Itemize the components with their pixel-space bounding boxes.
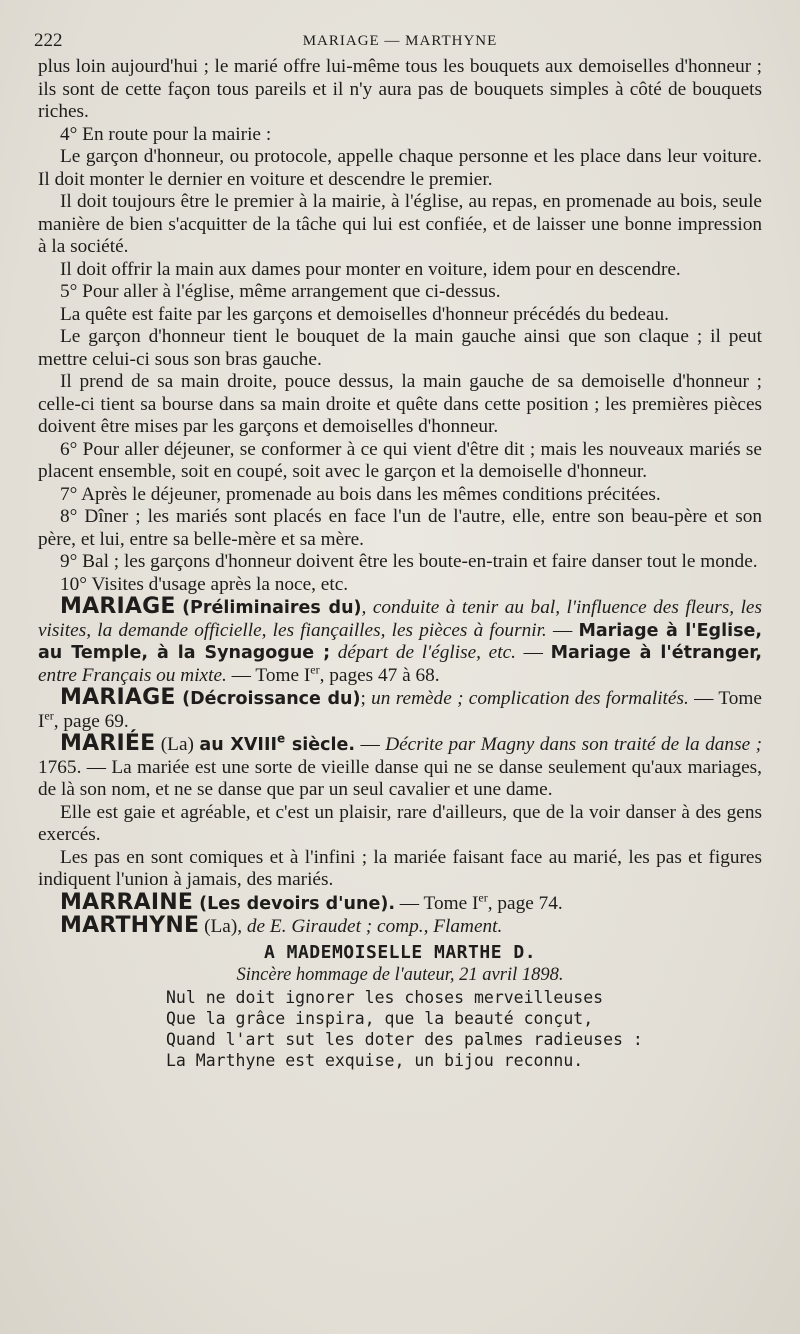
superscript: er: [310, 662, 320, 677]
entry-headword: MARIAGE: [60, 594, 176, 619]
entry-reference-tail: , page 69.: [53, 710, 129, 732]
superscript: er: [478, 890, 488, 905]
separator: —: [546, 619, 579, 641]
superscript: er: [44, 708, 54, 723]
poem: [38, 987, 762, 1071]
paragraph: Il prend de sa main droite, pouce dessus, la main gauche de sa demoiselle d'honneur ; celle-ci tient sa bourse dans sa main droite et quête dans cette position ; les premières pièces doivent être mises par les garçons et demoiselles d'honneur.: [38, 371, 762, 437]
dictionary-entry: [38, 687, 762, 733]
separator: —: [355, 734, 386, 755]
page-number: 222: [34, 30, 63, 51]
entry-reference: — Tome I: [394, 892, 479, 914]
entry-description: un remède ; complication des formalités.: [371, 688, 689, 709]
paragraph: Le garçon d'honneur tient le bouquet de la main gauche ainsi que son claque ; il peut mettre celui-ci sous son bras gauche.: [38, 326, 762, 370]
poem-line: Que la grâce inspira, que la beauté conçut,: [166, 1008, 594, 1028]
entry-description: départ de l'église, etc.: [330, 642, 516, 663]
page-body: [38, 56, 762, 1071]
entry-article: (La),: [199, 916, 247, 937]
paragraph: 9° Bal ; les garçons d'honneur doivent être les boute-en-train et faire danser tout le monde.: [60, 551, 758, 572]
paragraph: Le garçon d'honneur, ou protocole, appelle chaque personne et les place dans leur voiture. Il doit monter le dernier en voiture et descendre le premier.: [38, 146, 762, 190]
entry-subheading: Mariage à l'étranger,: [550, 643, 762, 663]
entry-headword: MARTHYNE: [60, 913, 200, 938]
entry-reference-tail: , page 74.: [487, 892, 563, 914]
superscript: e: [276, 731, 286, 746]
paragraph: Il doit offrir la main aux dames pour monter en voiture, idem pour en descendre.: [60, 258, 681, 280]
entry-description: de E. Giraudet ; comp., Flament.: [246, 916, 503, 937]
running-head: [34, 30, 762, 56]
entry-headword: MARIAGE: [60, 685, 176, 710]
paragraph: 7° Après le déjeuner, promenade au bois dans les mêmes conditions précitées.: [60, 483, 661, 505]
entry-qualifier: (Décroissance du): [175, 689, 361, 709]
dictionary-entry: [38, 889, 762, 916]
entry-reference: — Tome I: [38, 688, 762, 732]
paragraph: Il doit toujours être le premier à la mairie, à l'église, au repas, en promenade au bois, seule manière de bien s'acquitter de la tâche qui lui est confiée, et de laisser une bonne impression à la société.: [38, 191, 762, 257]
poem-dedication: Sincère hommage de l'auteur, 21 avril 1898.: [236, 965, 564, 985]
paragraph: La quête est faite par les garçons et demoiselles d'honneur précédés du bedeau.: [60, 303, 669, 325]
poem-line: Quand l'art sut les doter des palmes radieuses :: [166, 1029, 643, 1049]
paragraph: 6° Pour aller déjeuner, se conformer à ce qui vient d'être dit ; mais les nouveaux mariés se placent ensemble, soit en coupé, soit avec le garçon et la demoiselle d'honneur.: [38, 438, 762, 482]
dictionary-entry: [38, 596, 762, 687]
entry-qualifier: (Préliminaires du): [182, 598, 362, 618]
separator: —: [515, 642, 551, 663]
entry-qualifier-tail: siècle.: [285, 735, 356, 755]
entry-description: entre Français ou mixte.: [38, 664, 227, 686]
entry-article: (La): [155, 734, 200, 755]
poem-title: A MADEMOISELLE MARTHE D.: [263, 941, 537, 963]
entry-reference-tail: , pages 47 à 68.: [319, 664, 440, 686]
paragraph: 10° Visites d'usage après la noce, etc.: [60, 573, 349, 595]
entry-qualifier: (Les devoirs d'une).: [193, 893, 395, 914]
paragraph: plus loin aujourd'hui ; le marié offre lui-même tous les bouquets aux demoiselles d'honneur ; ils sont de cette façon tous pareils et il n'y aura pas de bouquets simples à côté de bouquets riches.: [38, 56, 762, 122]
entry-reference: — Tome I: [226, 664, 311, 686]
paragraph: 5° Pour aller à l'église, même arrangement que ci-dessus.: [60, 281, 501, 302]
entry-headword: MARRAINE: [60, 889, 194, 915]
dictionary-entry: [38, 915, 762, 939]
poem-line: La Marthyne est exquise, un bijou reconnu.: [166, 1050, 584, 1070]
paragraph: Elle est gaie et agréable, et c'est un plaisir, rare d'ailleurs, que de la voir danser à des gens exercés.: [38, 801, 762, 845]
entry-description: , conduite à tenir au bal, l'influence des fleurs, les visites, la demande officielle, les fiançailles, les pièces à fournir.: [38, 597, 762, 641]
entry-headword: MARIÉE: [60, 731, 156, 756]
entry-qualifier: au XVIII: [199, 735, 277, 755]
running-title: MARIAGE — MARTHYNE: [302, 33, 498, 49]
entry-subheading: Mariage à l'Eglise, au Temple, à la Synagogue ;: [38, 620, 763, 663]
punctuation: ;: [360, 688, 372, 709]
entry-text: 1765. — La mariée est une sorte de vieille danse qui ne se danse seulement qu'aux mariages, de là son nom, et ne se danse que par un seul cavalier et une dame.: [38, 756, 762, 800]
entry-description: Décrite par Magny dans son traité de la danse ;: [385, 734, 763, 755]
poem-line: Nul ne doit ignorer les choses merveilleuses: [166, 987, 604, 1007]
paragraph: Les pas en sont comiques et à l'infini ; la mariée faisant face au marié, les pas et figures indiquent l'union à jamais, des mariés.: [38, 846, 762, 890]
paragraph: 8° Dîner ; les mariés sont placés en face l'un de l'autre, elle, entre son beau-père et son père, et lui, entre sa belle-mère et sa mère.: [38, 506, 762, 550]
dictionary-entry: [38, 733, 762, 802]
paragraph: 4° En route pour la mairie :: [60, 123, 272, 145]
